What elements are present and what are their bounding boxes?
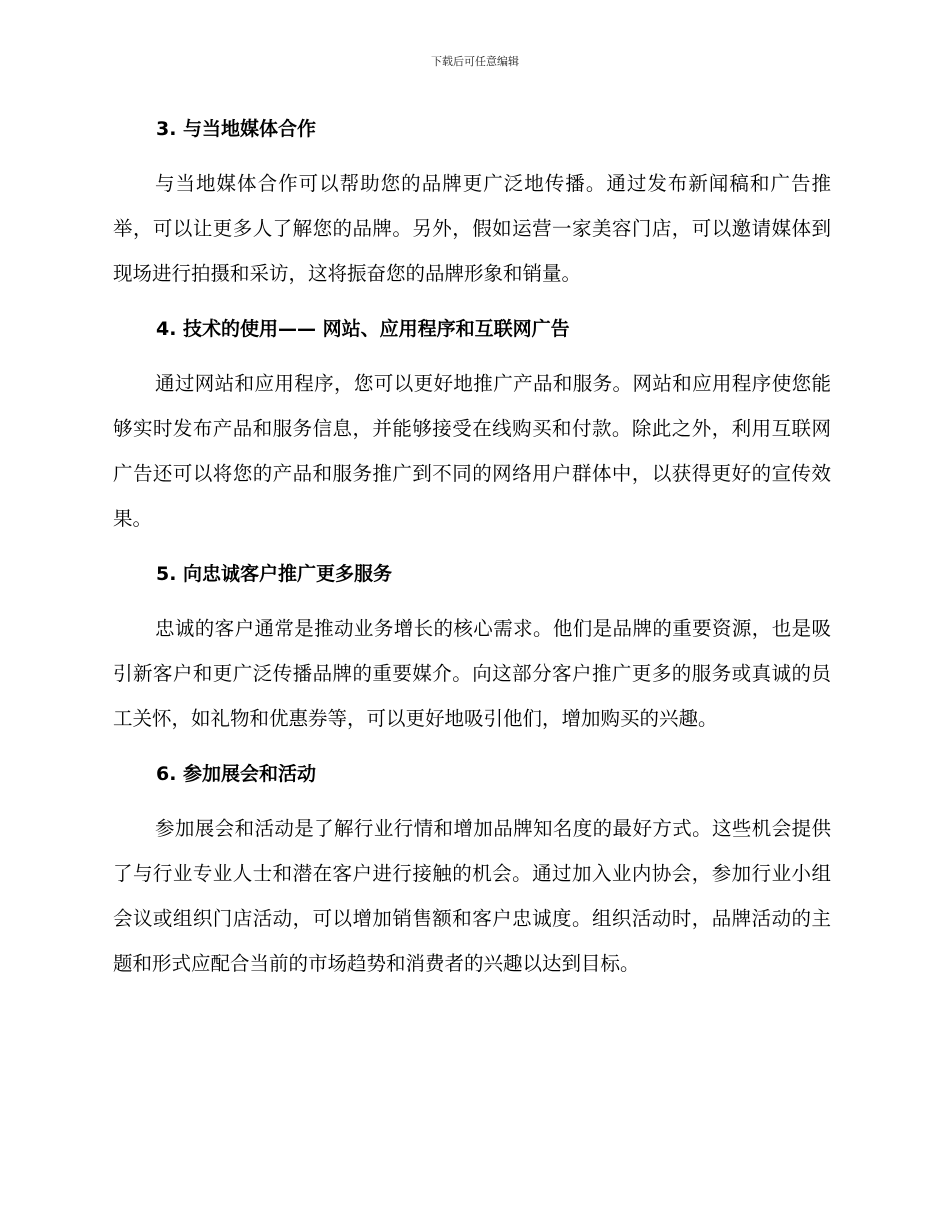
page-header-note: 下载后可任意编辑: [431, 55, 519, 68]
section-technology-use: [113, 309, 831, 541]
document-body: [113, 109, 831, 999]
section-paragraph: 通过网站和应用程序，您可以更好地推广产品和服务。网站和应用程序使您能够实时发布产品和服务信息，并能够接受在线购买和付款。除此之外，利用互联网广告还可以将您的产品和服务推广到不同的网络用户群体中，以获得更好的宣传效果。: [113, 372, 831, 530]
section-exhibitions-events: [113, 754, 831, 986]
section-heading: 6. 参加展会和活动: [156, 763, 317, 785]
section-paragraph: 与当地媒体合作可以帮助您的品牌更广泛地传播。通过发布新闻稿和广告推举，可以让更多人了解您的品牌。另外，假如运营一家美容门店，可以邀请媒体到现场进行拍摄和采访，这将振奋您的品牌形象和销量。: [113, 172, 831, 285]
section-loyal-customers: [113, 554, 831, 741]
section-media-cooperation: [113, 109, 831, 296]
section-heading: 4. 技术的使用—— 网站、应用程序和互联网广告: [156, 318, 570, 340]
section-heading: 3. 与当地媒体合作: [156, 118, 317, 140]
section-paragraph: 忠诚的客户通常是推动业务增长的核心需求。他们是品牌的重要资源，也是吸引新客户和更广泛传播品牌的重要媒介。向这部分客户推广更多的服务或真诚的员工关怀，如礼物和优惠券等，可以更好地吸引他们，增加购买的兴趣。: [113, 617, 831, 730]
section-paragraph: 参加展会和活动是了解行业行情和增加品牌知名度的最好方式。这些机会提供了与行业专业人士和潜在客户进行接触的机会。通过加入业内协会，参加行业小组会议或组织门店活动，可以增加销售额和客户忠诚度。组织活动时，品牌活动的主题和形式应配合当前的市场趋势和消费者的兴趣以达到目标。: [113, 817, 831, 975]
section-heading: 5. 向忠诚客户推广更多服务: [156, 563, 393, 585]
